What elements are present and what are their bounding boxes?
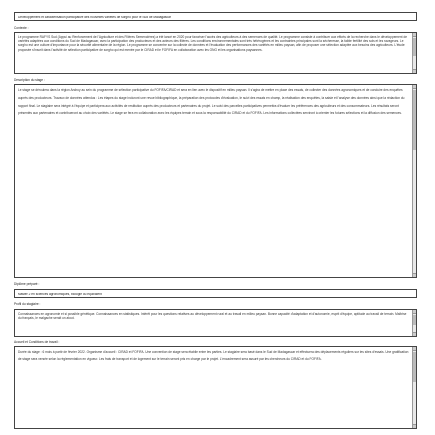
reception-text: Durée du stage : 6 mois à partir de février 2022. Organisme d'accueil : CIRAD et FOFIFA. Une convention de stage sera établie entre les parties. Le stagiaire sera basé dans le Sud de Madagascar et effectuera des déplacements réguliers sur les sites d'essais. Une gratification de stage sera versée selon la réglementation en vigueur. Les frais de transport et de logement sur le terrain seront pris en charge par le projet. L'encadrement sera assuré par les chercheurs du CIRAD et du FOFIFA. <box>18 350 409 362</box>
reception-label: Accueil et Conditions de travail : <box>14 340 60 344</box>
description-text: Le stage se déroulera dans la région Androy au sein du programme de sélection participative du FOFIFA/CIRAD et sera en lien avec le dispositif en milieu paysan. Il s'agira de mettre en place des essais, de collecter des données agronomiques et de conduire des enquêtes auprès des producteurs. Travaux de données attendus : Les étapes du stage incluront une revue bibliographique, la préparation des protocoles d'évaluation, le suivi des essais en champ, la réalisation des enquêtes, la saisie et l'analyse des données ainsi que la rédaction du rapport final. Le stagiaire sera intégré à l'équipe et participera aux activités de restitution auprès des producteurs et partenaires du projet. Le suivi des parcelles participatives permettra d'évaluer les préférences des agriculteurs et des consommateurs. Les résultats seront présentés aux partenaires et contribueront au choix des variétés. Le stage se fera en collaboration avec les équipes terrain et sous la responsabilité du CIRAD et du FOFIFA. Les informations collectées serviront à orienter les futures sélections et la diffusion des semences. <box>18 88 405 116</box>
profile-text: Connaissances en agronomie et si possible génétique. Connaissances en statistiques. Intérêt pour les questions relatives au développement rural et au travail en milieu paysan. Bonne capacité d'adaptation et d'autonomie, esprit d'équipe, aptitude au travail de terrain. Maîtrise du français, le malgache serait un atout. <box>18 312 407 321</box>
scroll-up-icon[interactable] <box>413 346 417 351</box>
scroll-up-icon[interactable] <box>413 84 417 89</box>
title-field[interactable] <box>14 12 417 21</box>
reception-textarea[interactable] <box>14 346 417 429</box>
title-field-value: Développement et caractérisation participative des nouvelles variétés de sorgho pour le Sud de Madagascar <box>18 15 171 19</box>
scroll-thumb[interactable] <box>413 38 417 56</box>
profile-label: Profil du stagiaire : <box>14 302 41 306</box>
description-textarea[interactable] <box>14 84 417 278</box>
scroll-down-icon[interactable] <box>413 424 417 429</box>
context-label: Contexte : <box>14 26 29 30</box>
scroll-down-icon[interactable] <box>413 69 417 74</box>
description-scrollbar[interactable] <box>412 84 417 278</box>
scroll-up-icon[interactable] <box>413 309 417 314</box>
diploma-label: Diplôme préparé : <box>14 282 40 286</box>
reception-scrollbar[interactable] <box>412 346 417 429</box>
scroll-thumb[interactable] <box>413 352 417 382</box>
scroll-thumb[interactable] <box>413 90 417 150</box>
scroll-up-icon[interactable] <box>413 32 417 37</box>
diploma-field-value: Master 2 en sciences agronomiques, biologie ou équivalent <box>18 292 102 296</box>
scroll-down-icon[interactable] <box>413 273 417 278</box>
profile-scrollbar[interactable] <box>412 309 417 337</box>
scroll-down-icon[interactable] <box>413 332 417 337</box>
description-label: Description du stage : <box>14 78 45 82</box>
context-scrollbar[interactable] <box>412 32 417 74</box>
scroll-thumb[interactable] <box>413 315 417 325</box>
diploma-field[interactable] <box>14 289 417 298</box>
context-textarea[interactable] <box>14 32 417 74</box>
context-text: Le programme RAFYS Sud (Appui au Renforcement de l'Agriculture et des Filières Semencières) a été lancé en 2020 pour favoriser l'accès des agriculteurs à des semences de qualité. Le programme consiste à contribuer aux efforts de la recherche dans le développement de variétés adaptées aux conditions du Sud de Madagascar, avec la participation des producteurs et des acteurs des filières. Les conditions environnementales sont très hétérogènes et les contraintes principales sont la sécheresse, la faible fertilité des sols et les ravageurs. Le sorgho est une culture d'importance pour la sécurité alimentaire de la région. Le programme se concentre sur la collecte de données et l'évaluation des performances des variétés en milieu paysan, afin de proposer une sélection adaptée aux besoins des agriculteurs. L'étude proposée s'inscrit dans l'activité de sélection participative de sorgho qui est menée par le CIRAD et le FOFIFA en collaboration avec les ONG et les organisations paysannes. <box>18 35 408 52</box>
profile-textarea[interactable] <box>14 309 417 337</box>
